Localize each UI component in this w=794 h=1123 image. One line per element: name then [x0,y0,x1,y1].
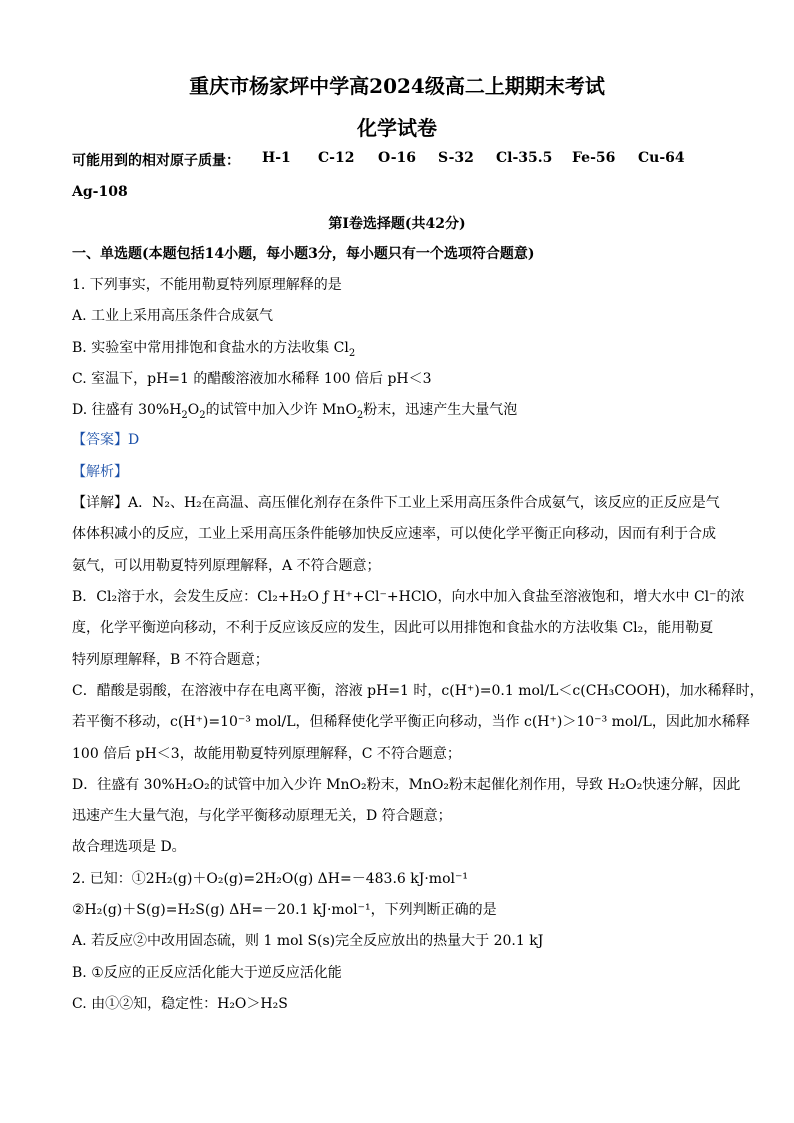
exam-subtitle: 化学试卷 [357,116,437,140]
question-1-detail-line: 体体积减小的反应，工业上采用高压条件能够加快反应速率，可以使化学平衡正向移动，因而有利于合成 [72,526,716,542]
question-1-detail-line: 迅速产生大量气泡，与化学平衡移动原理无关，D 符合题意； [72,808,452,824]
section-heading: 一、单选题(本题包括14小题，每小题3分，每小题只有一个选项符合题意) [72,246,535,262]
question-1-answer: 【答案】D [72,432,140,448]
question-1-detail-line: 故合理选项是 D。 [72,839,186,855]
question-1-detail-line: 若平衡不移动，c(H⁺)=10⁻³ mol/L，但稀释使化学平衡正向移动，当作 c(H⁺)＞10⁻³ mol/L，因此加水稀释 [72,714,750,730]
question-1-stem: 1. 下列事实，不能用勒夏特列原理解释的是 [72,277,342,293]
question-1-detail-line: B．Cl₂溶于水，会发生反应：Cl₂+H₂O ƒ H⁺+Cl⁻+HClO，向水中加入食盐至溶液饱和，增大水中 Cl⁻的浓 [72,589,745,605]
question-2-stem: 2. 已知：①2H₂(g)＋O₂(g)=2H₂O(g) ΔH=－483.6 kJ·mol⁻¹ [72,871,468,887]
atomic-mass-item: C-12 [318,150,355,166]
question-1-detail-line: 氨气，可以用勒夏特列原理解释，A 不符合题意； [72,558,381,574]
question-1-detail-line: 度，化学平衡逆向移动，不利于反应该反应的发生，因此可以用排饱和食盐水的方法收集 Cl₂，能用勒夏 [72,620,714,636]
question-2-option-c: C. 由①②知，稳定性：H₂O＞H₂S [72,996,288,1012]
question-1-detail-line: 【详解】A．N₂、H₂在高温、高压催化剂存在条件下工业上采用高压条件合成氨气，该反应的正反应是气 [72,495,720,511]
question-1-detail-line: D．往盛有 30%H₂O₂的试管中加入少许 MnO₂粉末，MnO₂粉末起催化剂作用，导致 H₂O₂快速分解，因此 [72,777,741,793]
question-1-option-c: C. 室温下，pH=1 的醋酸溶液加水稀释 100 倍后 pH＜3 [72,371,432,387]
atomic-masses-label: 可能用到的相对原子质量： [72,153,240,169]
question-1-option-b: B. 实验室中常用排饱和食盐水的方法收集 $Cl_2$ [72,340,356,359]
atomic-mass-item: O-16 [378,150,417,166]
question-1-detail-line: 100 倍后 pH＜3，故能用勒夏特列原理解释，C 不符合题意； [72,746,461,762]
question-1-option-a: A. 工业上采用高压条件合成氨气 [72,308,274,324]
question-2-stem: ②H₂(g)＋S(g)=H₂S(g) ΔH=－20.1 kJ·mol⁻¹，下列判断正确的是 [72,902,497,918]
atomic-mass-item: Fe-56 [572,150,616,166]
question-1-option-d: D. 往盛有 $30\%H_2O_2$的试管中加入少许 MnO$_2$粉末，迅速产生大量气泡 [72,402,518,421]
atomic-mass-item: Cu-64 [638,150,685,166]
question-2-option-a: A. 若反应②中改用固态硫，则 1 mol S(s)完全反应放出的热量大于 20.1 kJ [72,933,544,949]
atomic-mass-item: Cl-35.5 [496,150,553,166]
atomic-masses-row [72,150,732,170]
question-2-option-b: B. ①反应的正反应活化能大于逆反应活化能 [72,965,342,981]
atomic-mass-item: H-1 [262,150,291,166]
question-1-detail-line: 特列原理解释，B 不符合题意； [72,652,269,668]
question-1-detail-line: C．醋酸是弱酸，在溶液中存在电离平衡，溶液 pH=1 时，c(H⁺)=0.1 mol/L＜c(CH₃COOH)，加水稀释时， [72,683,764,699]
exam-title: 重庆市杨家坪中学高2024级高二上期期末考试 [189,74,605,98]
section-title: 第I卷选择题(共42分) [328,216,466,232]
question-1-analysis-label: 【解析】 [72,464,128,480]
atomic-mass-item: S-32 [438,150,474,166]
atomic-mass-item: Ag-108 [72,184,128,200]
